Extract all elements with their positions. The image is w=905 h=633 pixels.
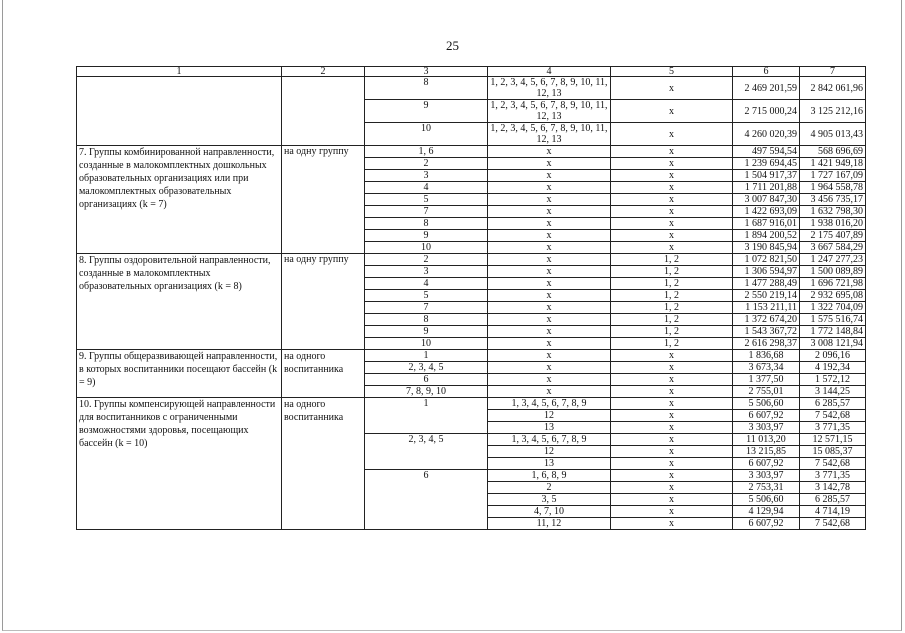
- cell-c7: 3 667 584,29: [800, 242, 866, 254]
- cell-c7: 3 144,25: [800, 386, 866, 398]
- cell-c4: х: [488, 242, 611, 254]
- cell-c3: 6: [365, 470, 488, 530]
- cell-c3: 3: [365, 266, 488, 278]
- cell-c7: 1 632 798,30: [800, 206, 866, 218]
- cell-c6: 1 687 916,01: [733, 218, 800, 230]
- cell-c5: х: [611, 230, 733, 242]
- cell-c6: 1 377,50: [733, 374, 800, 386]
- cell-c5: х: [611, 494, 733, 506]
- page-number: 25: [446, 38, 459, 53]
- cell-c4: х: [488, 254, 611, 266]
- cell-c6: 1 422 693,09: [733, 206, 800, 218]
- group-unit: на одного воспитанника: [282, 350, 365, 398]
- cell-c4: 2: [488, 482, 611, 494]
- cell-c6: 3 303,97: [733, 422, 800, 434]
- cell-c6: 4 260 020,39: [733, 123, 800, 146]
- cell-c5: х: [611, 350, 733, 362]
- cell-c7: 3 008 121,94: [800, 338, 866, 350]
- cell-c3: 10: [365, 338, 488, 350]
- cell-c5: х: [611, 482, 733, 494]
- cell-c3: 1: [365, 398, 488, 434]
- cell-c3: 6: [365, 374, 488, 386]
- cell-c4: х: [488, 374, 611, 386]
- cell-c4: 12: [488, 446, 611, 458]
- cell-c5: 1, 2: [611, 278, 733, 290]
- cell-c3: 1, 6: [365, 146, 488, 158]
- cell-c7: 1 964 558,78: [800, 182, 866, 194]
- cell-c4: х: [488, 362, 611, 374]
- cell-c3: 2, 3, 4, 5: [365, 362, 488, 374]
- cell-c6: 3 007 847,30: [733, 194, 800, 206]
- cell-c7: 3 771,35: [800, 470, 866, 482]
- cell-c3: 8: [365, 218, 488, 230]
- cell-c7: 2 175 407,89: [800, 230, 866, 242]
- cell-c6: 2 753,31: [733, 482, 800, 494]
- cell-c7: 3 456 735,17: [800, 194, 866, 206]
- cell-c4: х: [488, 350, 611, 362]
- column-header: 4: [488, 67, 611, 77]
- cell-c5: 1, 2: [611, 254, 733, 266]
- cell-c6: 3 190 845,94: [733, 242, 800, 254]
- cell-c5: х: [611, 158, 733, 170]
- group-unit: на одну группу: [282, 146, 365, 254]
- cell-c7: 2 932 695,08: [800, 290, 866, 302]
- cell-c6: 2 755,01: [733, 386, 800, 398]
- cell-c5: х: [611, 206, 733, 218]
- cell-c6: 6 607,92: [733, 410, 800, 422]
- cell-c6: 6 607,92: [733, 518, 800, 530]
- column-header: 1: [77, 67, 282, 77]
- cell-c5: х: [611, 362, 733, 374]
- cell-c7: 4 714,19: [800, 506, 866, 518]
- cell-c4: 3, 5: [488, 494, 611, 506]
- table-row: [77, 350, 866, 362]
- cell-c3: 7, 8, 9, 10: [365, 386, 488, 398]
- table-row: [77, 77, 866, 100]
- cell-c5: х: [611, 100, 733, 123]
- cell-c4: 11, 12: [488, 518, 611, 530]
- table-row: [77, 398, 866, 410]
- cell-c4: 1, 2, 3, 4, 5, 6, 7, 8, 9, 10, 11, 12, 13: [488, 100, 611, 123]
- cell-c7: 12 571,15: [800, 434, 866, 446]
- cell-c6: 1 072 821,50: [733, 254, 800, 266]
- cell-c7: 2 096,16: [800, 350, 866, 362]
- cell-c6: 2 469 201,59: [733, 77, 800, 100]
- cell-c4: х: [488, 194, 611, 206]
- cell-c3: 9: [365, 326, 488, 338]
- cell-c5: х: [611, 146, 733, 158]
- cell-c4: 1, 3, 4, 5, 6, 7, 8, 9: [488, 434, 611, 446]
- cell-c3: 2, 3, 4, 5: [365, 434, 488, 470]
- cell-c4: 13: [488, 458, 611, 470]
- cell-c7: 1 575 516,74: [800, 314, 866, 326]
- cell-c6: 4 129,94: [733, 506, 800, 518]
- cell-c5: х: [611, 374, 733, 386]
- cell-c7: 15 085,37: [800, 446, 866, 458]
- cell-c3: 10: [365, 123, 488, 146]
- cell-c5: х: [611, 470, 733, 482]
- column-header: 2: [282, 67, 365, 77]
- cell-c5: х: [611, 77, 733, 100]
- cell-c7: 1 772 148,84: [800, 326, 866, 338]
- cell-c4: 1, 2, 3, 4, 5, 6, 7, 8, 9, 10, 11, 12, 13: [488, 77, 611, 100]
- cell-c6: 1 894 200,52: [733, 230, 800, 242]
- cell-c3: 5: [365, 194, 488, 206]
- cell-c5: х: [611, 518, 733, 530]
- cell-c4: х: [488, 146, 611, 158]
- group-name: 8. Группы оздоровительной направленности, созданные в малокомплектных образовательных организациях (k = 8): [77, 254, 282, 350]
- cell-c7: 1 421 949,18: [800, 158, 866, 170]
- cell-c7: 1 696 721,98: [800, 278, 866, 290]
- cell-c5: х: [611, 410, 733, 422]
- cell-c3: 9: [365, 100, 488, 123]
- cell-c3: 8: [365, 314, 488, 326]
- cell-c4: х: [488, 338, 611, 350]
- cell-c4: 1, 2, 3, 4, 5, 6, 7, 8, 9, 10, 11, 12, 13: [488, 123, 611, 146]
- cell-c7: 4 905 013,43: [800, 123, 866, 146]
- cell-c6: 1 543 367,72: [733, 326, 800, 338]
- cell-c6: 3 303,97: [733, 470, 800, 482]
- group-cell-empty: [77, 77, 282, 146]
- cell-c5: х: [611, 386, 733, 398]
- cell-c5: 1, 2: [611, 338, 733, 350]
- cell-c4: х: [488, 170, 611, 182]
- cell-c5: 1, 2: [611, 326, 733, 338]
- cell-c7: 3 771,35: [800, 422, 866, 434]
- cell-c7: 1 572,12: [800, 374, 866, 386]
- cell-c5: х: [611, 506, 733, 518]
- cell-c3: 4: [365, 278, 488, 290]
- group-unit: на одну группу: [282, 254, 365, 350]
- cell-c7: 6 285,57: [800, 398, 866, 410]
- cell-c6: 497 594,54: [733, 146, 800, 158]
- cell-c7: 1 727 167,09: [800, 170, 866, 182]
- table-header-row: [77, 67, 866, 77]
- cell-c5: х: [611, 194, 733, 206]
- cell-c7: 7 542,68: [800, 410, 866, 422]
- cell-c4: х: [488, 314, 611, 326]
- cell-c5: х: [611, 242, 733, 254]
- cell-c4: 12: [488, 410, 611, 422]
- cell-c6: 5 506,60: [733, 398, 800, 410]
- cell-c6: 11 013,20: [733, 434, 800, 446]
- cell-c4: х: [488, 158, 611, 170]
- cell-c4: 1, 3, 4, 5, 6, 7, 8, 9: [488, 398, 611, 410]
- cell-c3: 10: [365, 242, 488, 254]
- group-name: 10. Группы компенсирующей направленности для воспитанников с ограниченными возможностями здоровья, посещающих бассейн (k = 10): [77, 398, 282, 530]
- tariff-table: [76, 66, 866, 530]
- cell-c5: х: [611, 446, 733, 458]
- cell-c4: 13: [488, 422, 611, 434]
- cell-c7: 7 542,68: [800, 458, 866, 470]
- cell-c6: 1 239 694,45: [733, 158, 800, 170]
- cell-c4: х: [488, 278, 611, 290]
- cell-c7: 3 125 212,16: [800, 100, 866, 123]
- cell-c5: х: [611, 422, 733, 434]
- cell-c7: 4 192,34: [800, 362, 866, 374]
- column-header: 5: [611, 67, 733, 77]
- cell-c7: 7 542,68: [800, 518, 866, 530]
- cell-c6: 2 715 000,24: [733, 100, 800, 123]
- cell-c4: х: [488, 266, 611, 278]
- cell-c7: 1 938 016,20: [800, 218, 866, 230]
- cell-c6: 6 607,92: [733, 458, 800, 470]
- cell-c3: 4: [365, 182, 488, 194]
- cell-c7: 3 142,78: [800, 482, 866, 494]
- cell-c6: 1 477 288,49: [733, 278, 800, 290]
- cell-c7: 1 322 704,09: [800, 302, 866, 314]
- cell-c6: 13 215,85: [733, 446, 800, 458]
- cell-c3: 8: [365, 77, 488, 100]
- cell-c3: 2: [365, 254, 488, 266]
- cell-c3: 1: [365, 350, 488, 362]
- group-name: 9. Группы общеразвивающей направленности, в которых воспитанники посещают бассейн (k = 9): [77, 350, 282, 398]
- cell-c5: х: [611, 123, 733, 146]
- cell-c6: 3 673,34: [733, 362, 800, 374]
- cell-c4: х: [488, 326, 611, 338]
- cell-c6: 1 153 211,11: [733, 302, 800, 314]
- cell-c5: 1, 2: [611, 302, 733, 314]
- cell-c7: 568 696,69: [800, 146, 866, 158]
- cell-c5: х: [611, 398, 733, 410]
- cell-c4: 1, 6, 8, 9: [488, 470, 611, 482]
- cell-c6: 1 711 201,88: [733, 182, 800, 194]
- cell-c6: 2 616 298,37: [733, 338, 800, 350]
- column-header: 6: [733, 67, 800, 77]
- unit-cell-empty: [282, 77, 365, 146]
- cell-c4: х: [488, 230, 611, 242]
- cell-c5: 1, 2: [611, 266, 733, 278]
- column-header: 7: [800, 67, 866, 77]
- cell-c6: 1 504 917,37: [733, 170, 800, 182]
- cell-c3: 9: [365, 230, 488, 242]
- cell-c7: 2 842 061,96: [800, 77, 866, 100]
- cell-c6: 2 550 219,14: [733, 290, 800, 302]
- cell-c3: 3: [365, 170, 488, 182]
- cell-c6: 1 306 594,97: [733, 266, 800, 278]
- cell-c3: 5: [365, 290, 488, 302]
- cell-c6: 1 372 674,20: [733, 314, 800, 326]
- cell-c4: х: [488, 290, 611, 302]
- cell-c6: 1 836,68: [733, 350, 800, 362]
- cell-c5: х: [611, 434, 733, 446]
- cell-c5: х: [611, 218, 733, 230]
- cell-c5: х: [611, 458, 733, 470]
- cell-c4: х: [488, 218, 611, 230]
- cell-c4: х: [488, 206, 611, 218]
- cell-c7: 1 500 089,89: [800, 266, 866, 278]
- group-unit: на одного воспитанника: [282, 398, 365, 530]
- column-header: 3: [365, 67, 488, 77]
- cell-c7: 6 285,57: [800, 494, 866, 506]
- cell-c5: 1, 2: [611, 314, 733, 326]
- table-row: [77, 146, 866, 158]
- group-name: 7. Группы комбинированной направленности, созданные в малокомплектных дошкольных образовательных организациях или при малокомплектных образовательных организациях (k = 7): [77, 146, 282, 254]
- cell-c4: х: [488, 386, 611, 398]
- cell-c5: х: [611, 170, 733, 182]
- table-row: [77, 254, 866, 266]
- cell-c6: 5 506,60: [733, 494, 800, 506]
- cell-c5: х: [611, 182, 733, 194]
- cell-c3: 7: [365, 206, 488, 218]
- cell-c7: 1 247 277,23: [800, 254, 866, 266]
- cell-c5: 1, 2: [611, 290, 733, 302]
- cell-c4: 4, 7, 10: [488, 506, 611, 518]
- cell-c3: 2: [365, 158, 488, 170]
- cell-c4: х: [488, 182, 611, 194]
- cell-c3: 7: [365, 302, 488, 314]
- cell-c4: х: [488, 302, 611, 314]
